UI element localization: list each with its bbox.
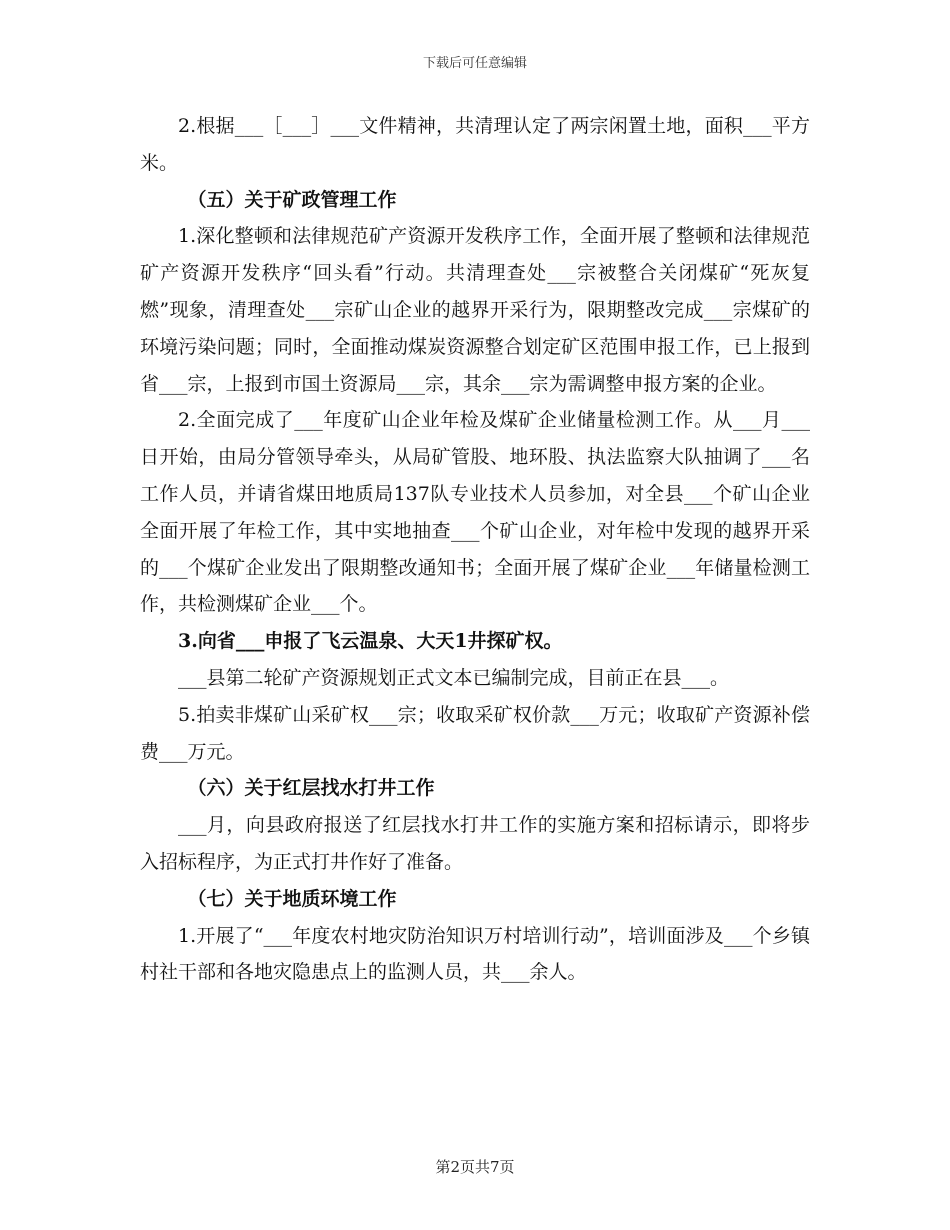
paragraph-mining-order: 1.深化整顿和法律规范矿产资源开发秩序工作，全面开展了整顿和法律规范矿产资源开发秩序“回头看”行动。共清理查处___宗被整合关闭煤矿“死灰复燃”现象，清理查处___宗矿山企业的越界开采行为，限期整改完成___宗煤矿的环境污染问题；同时，全面推动煤炭资源整合划定矿区范围申报工作，已上报到省___宗，上报到市国土资源局___宗，其余___宗为需调整申报方案的企业。 [140,225,810,395]
paragraph-resource-plan: ___县第二轮矿产资源规划正式文本已编制完成，目前正在县___。 [178,666,730,689]
paragraph-disaster-training: 1.开展了“___年度农村地灾防治知识万村培训行动”，培训面涉及___个乡镇村社干部和各地灾隐患点上的监测人员，共___余人。 [140,924,810,984]
paragraph-auction: 5.拍卖非煤矿山采矿权___宗；收取采矿权价款___万元；收取矿产资源补偿费___万元。 [140,703,810,763]
document-body [140,108,810,991]
page-footer: 第2页共7页 [435,1158,515,1176]
paragraph-exploration-rights: 3.向省___申报了飞云温泉、大天1井探矿权。 [178,630,563,653]
paragraph-water-drilling: ___月，向县政府报送了红层找水打井工作的实施方案和招标请示，即将步入招标程序，为正式打井作好了准备。 [140,814,810,873]
paragraph-land: 2.根据___［___］___文件精神，共清理认定了两宗闲置土地，面积___平方米。 [140,115,810,174]
section-heading-mining: （五）关于矿政管理工作 [187,188,397,211]
page-header: 下载后可任意编辑 [422,56,527,71]
paragraph-annual-inspection: 2.全面完成了___年度矿山企业年检及煤矿企业储量检测工作。从___月___日开始，由局分管领导牵头，从局矿管股、地环股、执法监察大队抽调了___名工作人员，并请省煤田地质局137队专业技术人员参加，对全县___个矿山企业全面开展了年检工作，其中实地抽查___个矿山企业，对年检中发现的越界开采的___个煤矿企业发出了限期整改通知书；全面开展了煤矿企业___年储量检测工作，共检测煤矿企业___个。 [140,409,810,616]
section-heading-water: （六）关于红层找水打井工作 [187,777,435,800]
section-heading-geology: （七）关于地质环境工作 [187,887,397,910]
